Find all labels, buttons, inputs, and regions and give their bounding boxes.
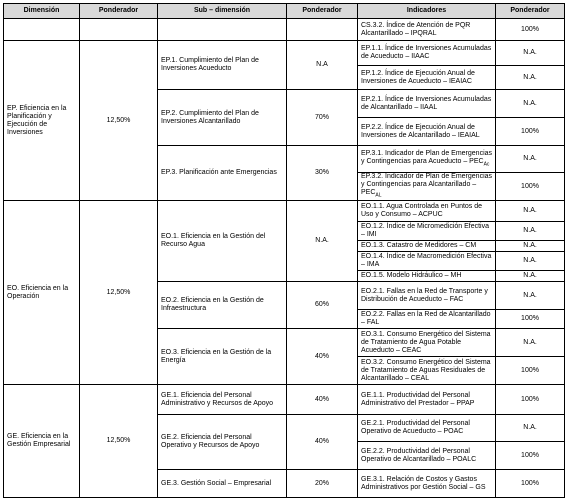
indicator-weight-cell: N.A. [496,146,565,173]
table-row [4,41,565,66]
indicator-cell: EO.2.1. Fallas en la Red de Transporte y Distribución de Acueducto – FAC [358,282,496,310]
indicator-cell: EP.2.2. Índice de Ejecución Anual de Inversiones de Alcantarillado – IEAIAL [358,118,496,146]
indicator-cell: GE.1.1. Productividad del Personal Administrativo del Prestador – PPAP [358,385,496,415]
subdimension-weight-cell: 20% [287,470,358,498]
subdimension-weight-cell: 40% [287,329,358,385]
indicator-weight-cell: 100% [496,385,565,415]
subdimension-weight-cell: N.A. [287,201,358,282]
subdimension-cell: EO.3. Eficiencia en la Gestión de la Energía [158,329,287,385]
header-indicator-weight: Ponderador [496,4,565,19]
subdimension-weight-cell: N.A [287,41,358,90]
dimension-weight-cell [80,19,158,41]
table-row [4,385,565,415]
table-row [4,201,565,222]
indicator-cell: EO.3.1. Consumo Energético del Sistema de Tratamiento de Agua Potable Acueducto – CEAC [358,329,496,357]
indicator-cell: EP.2.1. Índice de Inversiones Acumuladas de Alcantarillado – IIAAL [358,90,496,118]
indicator-cell: EO.1.2. Índice de Micromedición Efectiva – IMI [358,222,496,241]
header-dimension: Dimensión [4,4,80,19]
indicator-weight-cell: N.A. [496,252,565,271]
dimension-cell [4,19,80,41]
indicator-weight-cell: N.A. [496,66,565,90]
indicator-cell: EO.1.4. Índice de Macromedición Efectiva – IMA [358,252,496,271]
subdimension-cell: GE.3. Gestión Social – Empresarial [158,470,287,498]
subdimension-cell: EO.1. Eficiencia en la Gestión del Recurso Agua [158,201,287,282]
indicator-weight-cell: 100% [496,19,565,41]
indicator-cell: EO.3.2. Consumo Energético del Sistema de Tratamiento de Aguas Residuales de Alcantarillado – CEAL [358,357,496,385]
subdimension-cell: EP.1. Cumplimiento del Plan de Inversiones Acueducto [158,41,287,90]
subdimension-weight-cell: 30% [287,146,358,201]
dimension-cell: GE. Eficiencia en la Gestión Empresarial [4,385,80,498]
table-row [4,19,565,41]
dimension-cell: EP. Eficiencia en la Planificación y Ejecución de Inversiones [4,41,80,201]
subdimension-cell: EO.2. Eficiencia en la Gestión de Infraestructura [158,282,287,329]
subdimension-weight-cell [287,19,358,41]
indicator-weight-cell: N.A. [496,41,565,66]
indicator-weight-cell: N.A. [496,90,565,118]
subdimension-cell: EP.3. Planificación ante Emergencias [158,146,287,201]
indicator-weight-cell: 100% [496,310,565,329]
indicator-cell: GE.2.1. Productividad del Personal Operativo de Acueducto – POAC [358,415,496,442]
indicator-weight-cell: 100% [496,357,565,385]
indicator-cell: EP.1.2. Índice de Ejecución Anual de Inversiones de Acueducto – IEAIAC [358,66,496,90]
header-indicators: Indicadores [358,4,496,19]
indicator-weight-cell: 100% [496,442,565,470]
table-header-row [4,4,565,19]
indicator-weight-cell: N.A. [496,282,565,310]
subdimension-weight-cell: 40% [287,415,358,470]
subdimension-cell: GE.2. Eficiencia del Personal Operativo y Recursos de Apoyo [158,415,287,470]
header-dimension-weight: Ponderador [80,4,158,19]
indicator-cell: EP.3.1. Indicador de Plan de Emergencias y Contingencias para Acueducto – $PEC_{Ac}$ [358,146,496,173]
subdimension-weight-cell: 70% [287,90,358,146]
indicator-cell: GE.2.2. Productividad del Personal Operativo de Alcantarillado – POALC [358,442,496,470]
indicator-cell: CS.3.2. Índice de Atención de PQR Alcantarillado – IPQRAL [358,19,496,41]
subdimension-weight-cell: 60% [287,282,358,329]
dimension-weight-cell: 12,50% [80,201,158,385]
indicator-weight-cell: 100% [496,173,565,201]
dimension-weight-cell: 12,50% [80,385,158,498]
header-subdimension-weight: Ponderador [287,4,358,19]
indicator-weight-cell: N.A. [496,222,565,241]
indicator-cell: GE.3.1. Relación de Costos y Gastos Administrativos por Gestión Social – GS [358,470,496,498]
indicator-weight-cell: N.A. [496,329,565,357]
header-subdimension: Sub – dimensión [158,4,287,19]
indicator-cell: EO.1.3. Catastro de Medidores – CM [358,241,496,252]
indicators-table [3,3,565,498]
indicator-cell: EO.2.2. Fallas en la Red de Alcantarillado – FAL [358,310,496,329]
indicator-weight-cell: 100% [496,118,565,146]
subdimension-cell [158,19,287,41]
indicator-weight-cell: N.A. [496,271,565,282]
subdimension-cell: EP.2. Cumplimiento del Plan de Inversiones Alcantarillado [158,90,287,146]
indicator-cell: EP.1.1. Índice de Inversiones Acumuladas de Acueducto – IIAAC [358,41,496,66]
indicator-weight-cell: N.A. [496,241,565,252]
indicator-weight-cell: N.A. [496,201,565,222]
subdimension-cell: GE.1. Eficiencia del Personal Administrativo y Recursos de Apoyo [158,385,287,415]
indicator-cell: EP.3.2. Indicador de Plan de Emergencias y Contingencias para Alcantarillado – $PEC_{AL}$ [358,173,496,201]
indicator-weight-cell: 100% [496,470,565,498]
indicator-cell: EO.1.5. Modelo Hidráulico – MH [358,271,496,282]
dimension-weight-cell: 12,50% [80,41,158,201]
indicator-cell: EO.1.1. Agua Controlada en Puntos de Uso y Consumo – ACPUC [358,201,496,222]
indicator-weight-cell: N.A. [496,415,565,442]
subdimension-weight-cell: 40% [287,385,358,415]
dimension-cell: EO. Eficiencia en la Operación [4,201,80,385]
